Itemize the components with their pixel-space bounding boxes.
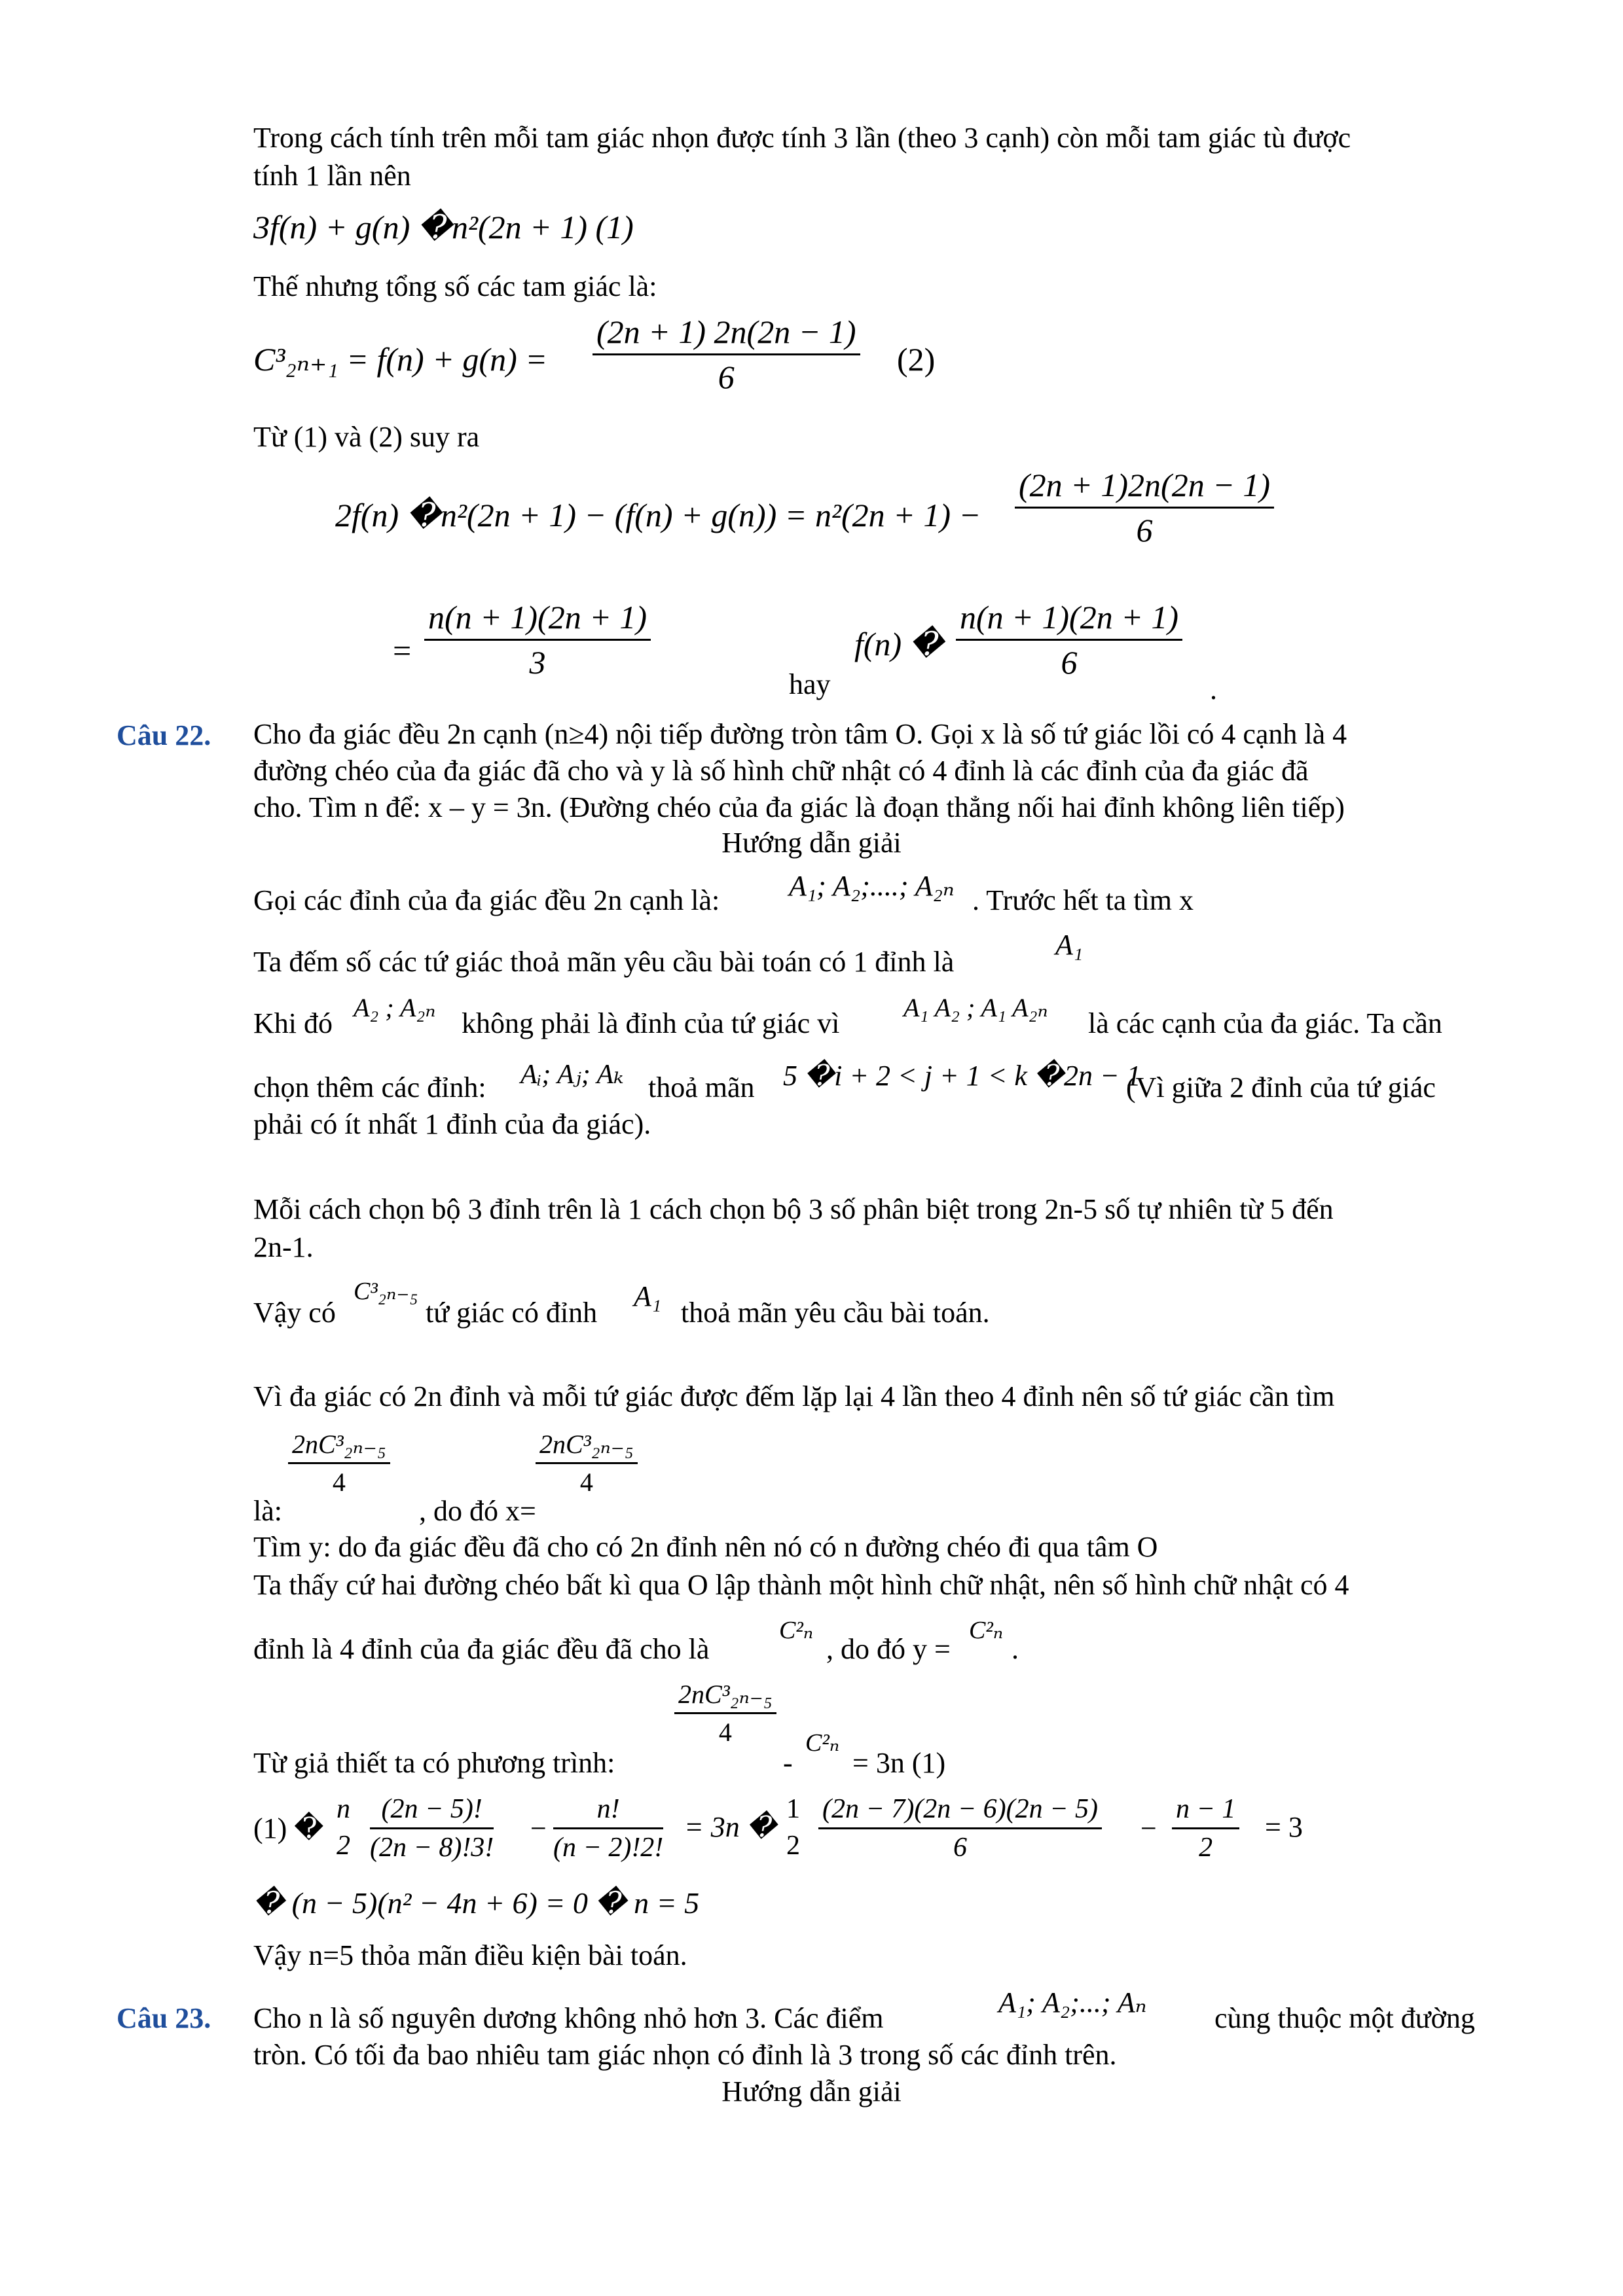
combination: C²ₙ xyxy=(805,1729,840,1757)
paragraph-line: Trong cách tính trên mỗi tam giác nhọn được tính 3 lần (theo 3 cạnh) còn mỗi tam giác tù được xyxy=(253,122,1351,154)
question-22-line: đường chéo của đa giác đã cho và y là số hình chữ nhật có 4 đỉnh là các đỉnh của đa giác đã xyxy=(253,755,1309,787)
fraction xyxy=(553,1793,663,1863)
solution-line: thoả mãn yêu cầu bài toán. xyxy=(681,1297,990,1329)
solution-line: Ta đếm số các tứ giác thoả mãn yêu cầu bài toán có 1 đỉnh là xyxy=(253,946,955,978)
solution-line: = 3n (1) xyxy=(852,1747,946,1779)
equation-4-f: f(n) � xyxy=(854,626,943,662)
equation-result: � (n − 5)(n² − 4n + 6) = 0 � n = 5 xyxy=(253,1886,700,1920)
vertex-notation: Aᵢ; Aⱼ; Aₖ xyxy=(520,1060,624,1090)
combination: C²ₙ xyxy=(969,1617,1004,1644)
solution-line: là: xyxy=(253,1495,282,1527)
fraction xyxy=(782,1793,804,1861)
points-notation: A₁; A₂;...; Aₙ xyxy=(998,1986,1147,2018)
vertex-notation: A₂ ; A₂ₙ xyxy=(354,993,436,1022)
combination: C³₂ₙ₋₅ xyxy=(354,1278,418,1305)
question-22-line: Cho đa giác đều 2n cạnh (n≥4) nội tiếp đường tròn tâm O. Gọi x là số tứ giác lồi có 4 cạnh là 4 xyxy=(253,718,1347,750)
solution-line: 2n-1. xyxy=(253,1231,314,1263)
solution-line: . Trước hết ta tìm x xyxy=(972,884,1194,916)
fraction-denominator: 2 xyxy=(786,1831,800,1861)
solution-line: không phải là đỉnh của tứ giác vì xyxy=(462,1007,840,1039)
combination: C²ₙ xyxy=(779,1617,814,1644)
minus-sign: − xyxy=(1140,1812,1157,1844)
solution-line: chọn thêm các đỉnh: xyxy=(253,1071,486,1103)
equation-3-fraction xyxy=(1015,466,1274,549)
fraction-numerator: 2nC³₂ₙ₋₅ xyxy=(536,1429,638,1464)
fraction-numerator: (2n − 5)! xyxy=(370,1793,494,1829)
solution-line: đỉnh là 4 đỉnh của đa giác đều đã cho là xyxy=(253,1633,710,1665)
period: . xyxy=(1210,673,1217,706)
fraction xyxy=(1172,1793,1239,1863)
fraction-numerator: n(n + 1)(2n + 1) xyxy=(424,598,651,641)
inequality: 5 �i + 2 < j + 1 < k �2n − 1 xyxy=(783,1060,1141,1092)
fraction-numerator: n(n + 1)(2n + 1) xyxy=(956,598,1182,641)
fraction-numerator: (2n + 1) 2n(2n − 1) xyxy=(593,313,860,355)
solution-line: Khi đó xyxy=(253,1007,333,1039)
fraction-numerator: (2n − 7)(2n − 6)(2n − 5) xyxy=(818,1793,1102,1829)
question-22-line: cho. Tìm n để: x – y = 3n. (Đường chéo của đa giác là đoạn thẳng nối hai đỉnh không liên tiếp) xyxy=(253,791,1345,823)
equation-mid: = 3n � xyxy=(684,1811,776,1843)
fraction-numerator: 2nC³₂ₙ₋₅ xyxy=(288,1429,390,1464)
equation-3-left: 2f(n) �n²(2n + 1) − (f(n) + g(n)) = n²(2n + 1) − xyxy=(335,497,981,533)
equation-2-left: C³₂ₙ₊₁ = f(n) + g(n) = xyxy=(253,341,547,378)
question-22-label: Câu 22. xyxy=(117,719,211,751)
solution-line: là các cạnh của đa giác. Ta cần xyxy=(1088,1007,1442,1039)
vertex-notation: A₁ xyxy=(1055,929,1084,961)
solution-heading xyxy=(0,2075,1623,2108)
fraction-denominator: 4 xyxy=(718,1717,732,1747)
fraction-numerator: 1 xyxy=(786,1794,800,1824)
solution-line: , do đó x= xyxy=(419,1495,536,1527)
question-23-line: cùng thuộc một đường xyxy=(1214,2002,1475,2034)
fraction xyxy=(818,1793,1102,1863)
solution-line: Gọi các đỉnh của đa giác đều 2n cạnh là: xyxy=(253,884,720,916)
vertices-notation: A₁; A₂;....; A₂ₙ xyxy=(789,870,955,902)
paragraph-line: Thế nhưng tổng số các tam giác là: xyxy=(253,270,657,302)
vertex-notation: A₁ xyxy=(634,1280,662,1312)
solution-line: . xyxy=(1012,1633,1019,1665)
fraction-numerator: n! xyxy=(553,1793,663,1829)
fraction-denominator: 2 xyxy=(337,1831,350,1861)
equation-2-fraction xyxy=(593,313,860,396)
solution-line: Vậy có xyxy=(253,1297,336,1329)
equation-prefix: (1) � xyxy=(253,1812,324,1844)
fraction-denominator: (n − 2)!2! xyxy=(553,1833,664,1863)
equation-4-fraction-2 xyxy=(956,598,1182,681)
question-23-line: Cho n là số nguyên dương không nhỏ hơn 3. Các điểm xyxy=(253,2002,884,2034)
fraction-denominator: 4 xyxy=(332,1467,346,1497)
fraction-denominator: 2 xyxy=(1199,1833,1213,1863)
paragraph-line: tính 1 lần nên xyxy=(253,160,411,192)
fraction-denominator: 6 xyxy=(1061,644,1078,681)
solution-heading-text: Hướng dẫn giải xyxy=(721,2075,902,2108)
solution-line: Vì đa giác có 2n đỉnh và mỗi tứ giác được đếm lặp lại 4 lần theo 4 đỉnh nên số tứ giác cần tìm xyxy=(253,1380,1335,1412)
solution-line: Ta thấy cứ hai đường chéo bất kì qua O lập thành một hình chữ nhật, nên số hình chữ nhật có 4 xyxy=(253,1569,1349,1601)
solution-line: Mỗi cách chọn bộ 3 đỉnh trên là 1 cách chọn bộ 3 số phân biệt trong 2n-5 số tự nhiên từ 5 đến xyxy=(253,1193,1334,1225)
solution-heading xyxy=(0,826,1623,859)
paragraph-line: Từ (1) và (2) suy ra xyxy=(253,421,480,453)
equation-2-tag: (2) xyxy=(897,341,936,378)
fraction-x-equation xyxy=(674,1679,776,1748)
fraction-numerator: n xyxy=(337,1794,350,1824)
solution-line: Từ giả thiết ta có phương trình: xyxy=(253,1747,615,1779)
equation-1: 3f(n) + g(n) �n²(2n + 1) (1) xyxy=(253,209,634,245)
solution-line: Tìm y: do đa giác đều đã cho có 2n đỉnh nên nó có n đường chéo đi qua tâm O xyxy=(253,1531,1158,1563)
fraction-denominator: 6 xyxy=(953,1833,967,1863)
equation-end: = 3 xyxy=(1265,1811,1303,1843)
minus-sign: - xyxy=(783,1747,793,1779)
fraction-numerator: 2nC³₂ₙ₋₅ xyxy=(674,1679,776,1714)
solution-line: (Vì giữa 2 đỉnh của tứ giác xyxy=(1126,1071,1436,1103)
fraction-denominator: 4 xyxy=(579,1467,593,1497)
fraction-numerator: (2n + 1)2n(2n − 1) xyxy=(1015,466,1274,509)
edge-notation: A₁ A₂ ; A₁ A₂ₙ xyxy=(903,993,1048,1022)
fraction-denominator: 6 xyxy=(1136,512,1153,548)
question-23-line: tròn. Có tối đa bao nhiêu tam giác nhọn có đỉnh là 3 trong số các đỉnh trên. xyxy=(253,2039,1117,2071)
equation-4-fraction xyxy=(424,598,651,681)
solution-heading-text: Hướng dẫn giải xyxy=(721,827,902,859)
fraction-numerator: n − 1 xyxy=(1172,1793,1239,1829)
equation-4-equals: = xyxy=(393,632,412,669)
fraction-denominator: (2n − 8)!3! xyxy=(370,1833,494,1863)
minus-sign: − xyxy=(530,1812,547,1844)
solution-line: phải có ít nhất 1 đỉnh của đa giác). xyxy=(253,1108,651,1140)
fraction-denominator: 3 xyxy=(529,644,546,681)
question-23-label: Câu 23. xyxy=(117,2002,211,2034)
solution-line: thoả mãn xyxy=(648,1071,755,1103)
solution-line: Vậy n=5 thỏa mãn điều kiện bài toán. xyxy=(253,1939,687,1971)
hay-word: hay xyxy=(789,668,831,700)
solution-line: tứ giác có đỉnh xyxy=(426,1297,598,1329)
fraction-x-value xyxy=(536,1429,638,1498)
fraction-x xyxy=(288,1429,390,1498)
fraction-denominator: 6 xyxy=(718,359,735,395)
fraction xyxy=(333,1793,354,1861)
fraction xyxy=(370,1793,494,1863)
solution-line: , do đó y = xyxy=(826,1633,951,1665)
